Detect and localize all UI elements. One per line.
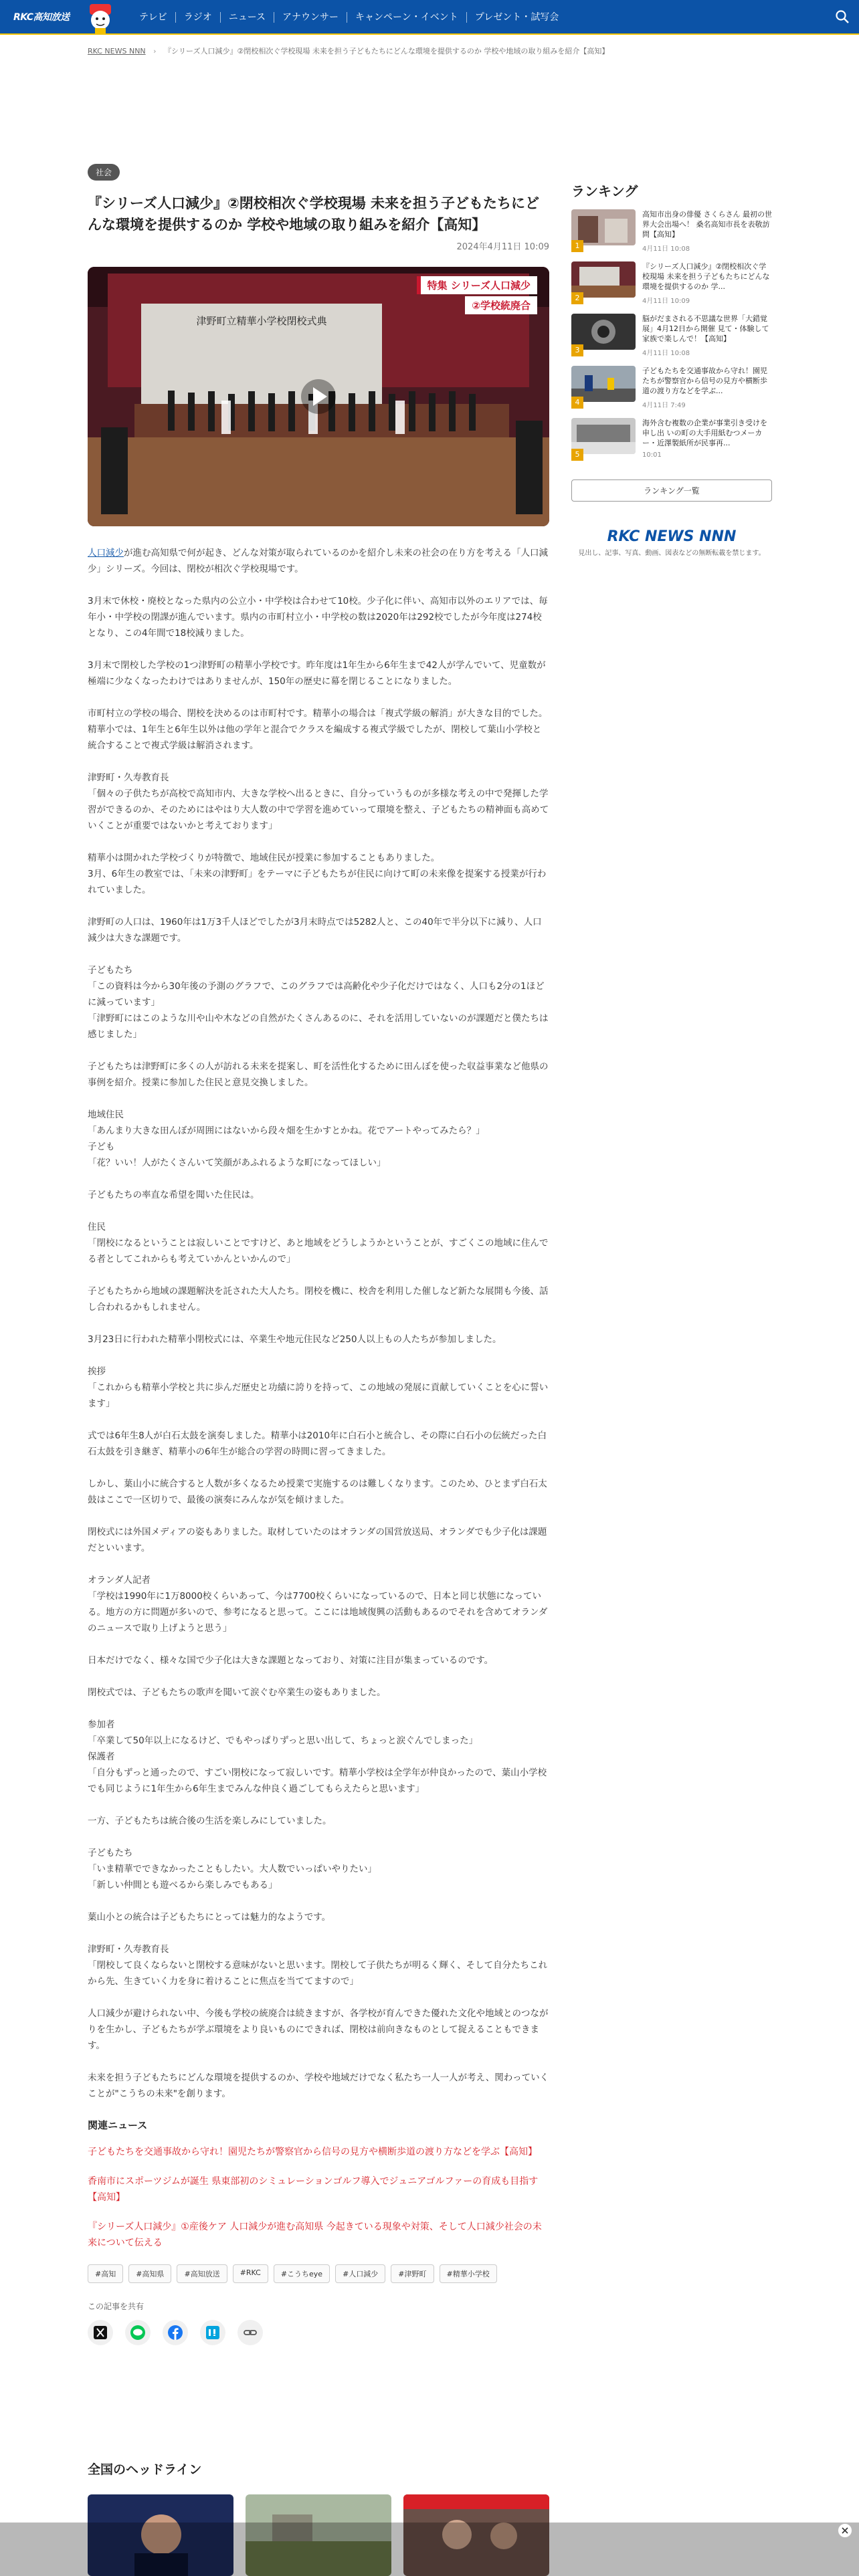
logo-text: RKC高知放送 [13, 12, 70, 23]
tag-kochi[interactable]: #高知 [88, 2264, 123, 2283]
nav-item-present[interactable]: プレゼント・試写会 [466, 12, 567, 23]
tag-tsuno[interactable]: #津野町 [391, 2264, 434, 2283]
ranking-title: 子どもたちを交通事故から守れ！園児たちが警察官から信号の見方や横断歩道の渡り方などを学ぶ... [642, 366, 767, 395]
body-paragraph: 未来を担う子どもたちにどんな環境を提供するのか、学校や地域だけでなく私たち一人一人が考え、関わっていくことが"こうちの未来"を創ります。 [88, 2072, 549, 2099]
body-paragraph: しかし、葉山小に統合すると人数が多くなるため授業で実施するのは難しくなります。このため、ひとまず白石太鼓はここで一区切りで、最後の演奏にみんなが気を傾けました。 [88, 1479, 547, 1505]
body-paragraph: 葉山小との統合は子どもたちにとっては魅力的なようです。 [88, 1912, 331, 1923]
body-paragraph: 子どもたち 「いま精華でできなかったこともしたい。大人数でいっぱいやりたい」 「新しい仲間とも遊べるから楽しみでもある」 [88, 1848, 377, 1891]
ad-overlay [0, 2523, 859, 2576]
tag-kochi-eye[interactable]: #こうちeye [274, 2264, 330, 2283]
ranking-number: 1 [571, 240, 583, 252]
link-icon [237, 2320, 263, 2345]
x-logo-icon [88, 2320, 113, 2345]
related-news-link[interactable]: 香南市にスポーツジムが誕生 県東部初のシミュレーションゴルフ導入でジュニアゴルファーの育成も目指す【高知】 [88, 2176, 539, 2203]
share-line-button[interactable] [125, 2320, 151, 2345]
body-paragraph: 閉校式では、子どもたちの歌声を聞いて涙ぐむ卒業生の姿もありました。 [88, 1687, 386, 1698]
body-paragraph: 挨拶 「これからも精華小学校と共に歩んだ歴史と功績に誇りを持って、この地域の発展に貢献していくことを心に誓います」 [88, 1366, 549, 1409]
ranking-item[interactable] [571, 314, 772, 356]
tag-list [88, 2264, 549, 2283]
site-logo[interactable] [7, 6, 87, 29]
ranking-date: 4月11日 10:09 [642, 298, 690, 305]
body-paragraph: 参加者 「卒業して50年以上になるけど、でもやっぱりずっと思い出して、ちょっと涙ぐんでしまった」 保護者 「自分もずっと通ったので、すごい閉校になって寂しいです。精華小学校は全学年が仲良かったので、葉山小学校でも同じように1年生から6年生までみんな仲良く過ごしてもらえたらと思います」 [88, 1719, 547, 1794]
copy-link-button[interactable] [237, 2320, 263, 2345]
ranking-heading: ランキング [571, 183, 638, 199]
main-nav [131, 0, 567, 35]
article-date: 2024年4月11日 10:09 [456, 242, 549, 252]
body-paragraph: 津野町・久寿教育長 「閉校して良くならないと閉校する意味がないと思います。閉校して子供たちが明るく輝く、そして自分たちこれから先、生きていく力を身に着けることに焦点を当ててますので」 [88, 1944, 548, 1987]
share-buttons [88, 2320, 549, 2345]
body-paragraph: 住民 「閉校になるということは寂しいことですけど、あと地域をどうしようかということが、すごくこの地域に住んでる者としてこれからも考えていかんといかんので」 [88, 1222, 549, 1265]
body-paragraph: 閉校式には外国メディアの姿もありました。取材していたのはオランダの国営放送局、オランダでも少子化は課題だといいます。 [88, 1527, 547, 1553]
tag-seika[interactable]: #精華小学校 [440, 2264, 497, 2283]
video-stage-sign: 津野町立精華小学校閉校式典 [196, 315, 327, 327]
line-logo-icon [125, 2320, 151, 2345]
video-caption-top: 特集 シリーズ人口減少 [417, 276, 537, 294]
related-news-list [88, 2144, 549, 2251]
ranking-date: 4月11日 7:49 [642, 402, 686, 409]
mascot-icon [80, 0, 120, 35]
body-paragraph: 地域住民 「あんまり大きな田んぼが周囲にはないから段々畑を生かすとかね。花でアートやってみたら？」 子ども 「花？いい！人がたくさんいて笑顔があふれるような町になってほしい」 [88, 1109, 485, 1168]
ranking-title: 海外含む複数の企業が事業引き受けを申し出 いの町の大手用紙むつメーカー・近澤製紙所が民事再... [642, 419, 767, 447]
tag-kochi-housou[interactable]: #高知放送 [177, 2264, 227, 2283]
article [88, 164, 549, 2345]
ranking-number: 3 [571, 344, 583, 356]
body-paragraph: 式では6年生8人が白石太鼓を演奏しました。精華小は2010年に白石小と統合し、その際に白石小の伝統だった白石太鼓を引き継ぎ、精華小の6年生が総合の学習の時間に習ってきました。 [88, 1430, 547, 1457]
ranking-number: 4 [571, 397, 583, 409]
ranking-number: 2 [571, 292, 583, 304]
ranking-item[interactable] [571, 209, 772, 252]
body-paragraph: 精華小は開かれた学校づくりが特徴で、地域住民が授業に参加することもありました。 3月、6年生の教室では、「未来の津野町」をテーマに子どもたちが住民に向けて町の未来像を提案する授業が行われていました。 [88, 853, 547, 895]
body-paragraph: 津野町・久寿教育長 「個々の子供たちが高校で高知市内、大きな学校へ出るときに、自分っていうものが多様な考えの中で発揮した学習ができるのか、そのためにはやはり大人数の中で学習を進めていって環境を整え、子どもたちの精神面も高めていくことが重要ではないかと考えております」 [88, 772, 549, 831]
body-paragraph: 子どもたち 「この資料は今から30年後の予測のグラフで、このグラフでは高齢化や少子化だけではなく、人口も2分の1ほどに減っています」 「津野町にはこのような川や山や木などの自然がたくさんあるのに、それを活用していないのが課題だと僕たちは感じました」 [88, 965, 549, 1040]
related-news-heading: 関連ニュース [88, 2119, 148, 2131]
ranking-list-button[interactable]: ランキング一覧 [571, 479, 772, 502]
ranking-title: 『シリーズ人口減少』②閉校相次ぐ学校現場 未来を担う子どもたちにどんな環境を提供するのか 学... [642, 262, 770, 291]
related-news-link[interactable]: 『シリーズ人口減少』①産後ケア 人口減少が進む高知県 今起きている現象や対策、そして人口減少社会の未来について伝える [88, 2222, 542, 2248]
nav-item-news[interactable]: ニュース [220, 12, 274, 23]
rkc-news-banner[interactable] [571, 528, 772, 558]
hatena-bookmark-icon [200, 2320, 225, 2345]
nav-item-announcer[interactable]: アナウンサー [274, 12, 347, 23]
category-badge[interactable]: 社会 [88, 164, 120, 181]
share-label: この記事を共有 [88, 2302, 145, 2311]
tag-kochi-ken[interactable]: #高知県 [128, 2264, 171, 2283]
body-paragraph: 一方、子どもたちは統合後の生活を楽しみにしていました。 [88, 1816, 332, 1826]
ranking-sidebar [571, 181, 772, 558]
close-icon [841, 2527, 849, 2535]
ranking-title: 脳がだまされる不思議な世界「大錯覚展」4月12日から開催 見て・体験して家族で楽しんで！【高知】 [642, 314, 769, 343]
share-facebook-button[interactable] [163, 2320, 188, 2345]
banner-title: RKC NEWS NNN [607, 528, 737, 545]
lead-text: が進む高知県で何が起き、どんな対策が取られているのかを紹介し未来の社会の在り方を考える「人口減少」シリーズ。今回は、閉校が相次ぐ学校現場です。 [88, 548, 548, 574]
nav-item-tv[interactable]: テレビ [139, 12, 167, 23]
ranking-item[interactable] [571, 418, 772, 461]
search-icon[interactable] [835, 9, 850, 24]
body-paragraph: 市町村立の学校の場合、閉校を決めるのは市町村です。精華小の場合は「複式学級の解消」が大きな目的でした。精華小では、1年生と6年生以外は他の学年と混合でクラスを編成する複式学級でしたが、閉校して葉山小学校と統合することで複式学級は解消されます。 [88, 708, 548, 751]
breadcrumb-current: 『シリーズ人口減少』②閉校相次ぐ学校現場 未来を担う子どもたちにどんな環境を提供するのか 学校や地域の取り組みを紹介【高知】 [164, 47, 609, 56]
breadcrumb-separator: › [153, 47, 157, 56]
body-paragraph: 3月末で休校・廃校となった県内の公立小・中学校は合わせて10校。少子化に伴い、高知市以外のエリアでは、毎年小・中学校の閉課が進んでいます。県内の市町村立小・中学校の数は2020年は292校でしたが今年度は274校となり、この4年間で18校減りました。 [88, 596, 548, 639]
tag-rkc[interactable]: #RKC [233, 2264, 268, 2283]
article-title: 『シリーズ人口減少』②閉校相次ぐ学校現場 未来を担う子どもたちにどんな環境を提供するのか 学校や地域の取り組みを紹介【高知】 [88, 195, 540, 233]
ranking-item[interactable] [571, 366, 772, 409]
video-player[interactable] [88, 267, 549, 526]
video-caption-bottom: ②学校統廃合 [465, 296, 537, 314]
ranking-title: 高知市出身の俳優 さくらさん 最初の世界大会出場へ！ 桑名高知市長を表敬訪問【高知】 [642, 210, 772, 239]
breadcrumb-home[interactable]: RKC NEWS NNN [88, 47, 146, 56]
ranking-item[interactable] [571, 261, 772, 304]
share-hatena-button[interactable] [200, 2320, 225, 2345]
body-paragraph: 人口減少が避けられない中、今後も学校の統廃合は続きますが、各学校が育んできた優れた文化や地域とのつながりを生かし、子どもたちが学ぶ環境をより良いものにできれば、閉校は前向きなものとして捉えることもできます。 [88, 2008, 549, 2051]
lead-paragraph [88, 545, 549, 577]
nav-item-radio[interactable]: ラジオ [175, 12, 220, 23]
close-ad-button[interactable] [838, 2523, 852, 2538]
body-paragraph: 3月末で閉校した学校の1つ津野町の精華小学校です。昨年度は1年生から6年生まで42人が学んでいて、児童数が極端に少なくなったわけではありませんが、150年の歴史に幕を閉じることになりました。 [88, 660, 546, 687]
body-paragraph: オランダ人記者 「学校は1990年に1万8000校くらいあって、今は7700校くらいになっているので、日本と同じ状態になっている。地方の方に問題が多いので、参考になると思って。ここには地域復興の活動もあるのでそれを含めてオランダのニュースで取り上げようと思う」 [88, 1575, 548, 1634]
body-paragraph: 子どもたちの率直な希望を聞いた住民は。 [88, 1190, 260, 1200]
related-news-link[interactable]: 子どもたちを交通事故から守れ！園児たちが警察官から信号の見方や横断歩道の渡り方などを学ぶ【高知】 [88, 2147, 537, 2157]
national-headlines-heading: 全国のヘッドライン [88, 2462, 202, 2477]
ranking-number: 5 [571, 449, 583, 461]
body-paragraph: 子どもたちは津野町に多くの人が訪れる未来を提案し、町を活性化するために田んぼを使った収益事業など他県の事例を紹介。授業に参加した住民と意見交換しました。 [88, 1061, 549, 1088]
inline-link-population[interactable]: 人口減少 [88, 548, 124, 558]
facebook-logo-icon [163, 2320, 188, 2345]
article-body [88, 545, 549, 2102]
nav-item-campaign[interactable]: キャンペーン・イベント [347, 12, 466, 23]
site-header [0, 0, 859, 35]
tag-population[interactable]: #人口減少 [335, 2264, 385, 2283]
body-paragraph: 日本だけでなく、様々な国で少子化は大きな課題となっており、対策に注目が集まっているのです。 [88, 1655, 494, 1666]
body-paragraph: 子どもたちから地域の課題解決を託された大人たち。閉校を機に、校舎を利用した催しなど新たな展開も今後、話し合われるかもしれません。 [88, 1286, 549, 1313]
ranking-date: 4月11日 10:08 [642, 245, 690, 253]
ranking-date: 10:01 [642, 451, 662, 459]
share-x-button[interactable] [88, 2320, 113, 2345]
body-paragraph: 津野町の人口は、1960年は1万3千人ほどでしたが3月末時点では5282人と、この40年で半分以下に減り、人口減少は大きな課題です。 [88, 917, 542, 944]
breadcrumb [88, 45, 609, 56]
banner-logo [607, 528, 737, 545]
body-paragraph: 3月23日に行われた精華小閉校式には、卒業生や地元住民など250人以上もの人たちが参加しました。 [88, 1334, 502, 1345]
copyright-notice: 見出し、記事、写真、動画、図表などの無断転載を禁じます。 [578, 550, 765, 557]
ranking-date: 4月11日 10:08 [642, 350, 690, 357]
